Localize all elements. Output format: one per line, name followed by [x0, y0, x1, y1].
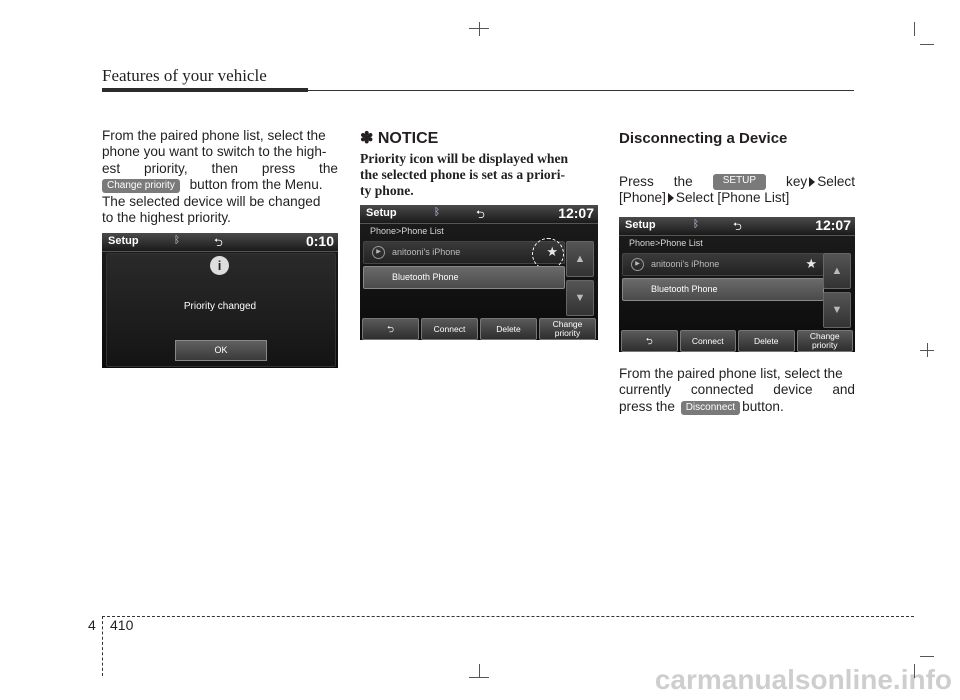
screen-phone-list-priority: [360, 205, 598, 340]
steps-select-list: Select [Phone List]: [675, 190, 790, 206]
arrow-right-icon: [668, 193, 674, 203]
intro-line-4: [102, 177, 338, 193]
chapter-number: 4: [88, 617, 96, 633]
screen-phone-list: [619, 217, 855, 352]
scroll-down-button[interactable]: ▼: [823, 292, 851, 328]
crop-mark-top-center-h: [469, 28, 489, 29]
p2-line-2: [619, 382, 855, 398]
steps-word: key: [786, 174, 808, 189]
crop-mark-top-right-v: [914, 22, 915, 36]
page-number: 410: [110, 617, 134, 633]
p2-word: connected: [690, 382, 754, 398]
bluetooth-icon: ᛒ: [174, 235, 180, 246]
steps-phone: [Phone]: [619, 190, 666, 206]
p2-press: press the: [619, 398, 675, 414]
crop-mark-bottom-right-h: [920, 656, 934, 657]
intro-line-4-text: button from the Menu.: [189, 177, 323, 193]
section-heading: Disconnecting a Device: [619, 130, 788, 147]
change-priority-chip: Change priority: [102, 179, 180, 193]
p2-line-3: [619, 399, 855, 415]
bottom-button-bar: [360, 318, 598, 340]
intro-word: press: [261, 160, 296, 176]
header-accent-bar: [102, 88, 308, 92]
steps-key: [786, 174, 855, 190]
crop-mark-right-mid-v: [927, 343, 928, 357]
info-icon: i: [210, 256, 229, 275]
left-intro-paragraph: [102, 128, 338, 226]
intro-line-6: to the highest priority.: [102, 210, 231, 226]
intro-word: then: [211, 160, 238, 176]
disconnect-paragraph: [619, 366, 855, 415]
footer-dotted-separator: [102, 616, 104, 676]
p2-button-word: button.: [742, 398, 784, 414]
screen-title: Setup: [366, 207, 397, 219]
list-item-label: Bluetooth Phone: [651, 284, 718, 294]
change-priority-button[interactable]: [797, 330, 854, 352]
screen-title: Setup: [625, 219, 656, 231]
screen-priority-changed: [102, 233, 338, 368]
disconnect-chip: Disconnect: [681, 401, 740, 415]
p2-line-1: From the paired phone list, select the: [619, 366, 843, 381]
notice-line-2: the selected phone is set as a priori-: [360, 167, 566, 182]
crop-mark-bottom-center-h: [469, 677, 489, 678]
running-header-title: Features of your vehicle: [102, 66, 267, 85]
list-item-label: anitooni's iPhone: [651, 259, 720, 269]
steps-word: Press: [619, 174, 654, 189]
usb-icon: ⮌: [733, 221, 742, 233]
list-item[interactable]: [622, 253, 824, 276]
bottom-button-bar: [619, 330, 855, 352]
steps-word: the: [673, 174, 693, 189]
screen-time: 12:07: [558, 205, 594, 221]
notice-heading: ✽ NOTICE: [360, 130, 439, 147]
priority-star-icon: ★: [805, 256, 817, 271]
scroll-down-button[interactable]: ▼: [566, 280, 594, 316]
notice-paragraph: [360, 151, 598, 199]
scroll-up-button[interactable]: ▲: [823, 253, 851, 289]
intro-line-3: [102, 161, 338, 177]
bluetooth-icon: ᛒ: [434, 207, 440, 218]
steps-line-2: [619, 190, 855, 206]
ok-button[interactable]: OK: [175, 340, 267, 361]
connect-button[interactable]: Connect: [680, 330, 737, 352]
crop-mark-bottom-center-v: [479, 664, 480, 678]
arrow-right-icon: [809, 177, 815, 187]
usb-icon: ⮌: [214, 237, 223, 249]
list-item[interactable]: [622, 278, 824, 301]
priority-star-icon: ★: [546, 244, 558, 259]
crop-mark-top-center-v: [479, 22, 480, 36]
disconnect-steps: [619, 174, 855, 207]
steps-line-1: [619, 174, 855, 190]
crop-mark-top-right-h: [920, 44, 934, 45]
intro-word: the: [319, 160, 338, 176]
play-icon: ▶: [631, 258, 644, 271]
delete-button[interactable]: Delete: [738, 330, 795, 352]
notice-line-1: Priority icon will be displayed when: [360, 151, 569, 166]
notice-line-3: ty phone.: [360, 183, 414, 198]
scroll-up-button[interactable]: ▲: [566, 241, 594, 277]
setup-key-chip: SETUP: [713, 174, 766, 190]
breadcrumb: Phone>Phone List: [370, 226, 444, 236]
change-priority-label: Change priority: [809, 331, 840, 350]
screen-top-bar: [619, 217, 855, 236]
screen-time: 12:07: [815, 217, 851, 233]
dialog-message: Priority changed: [183, 301, 257, 312]
list-item-label: anitooni's iPhone: [392, 247, 461, 257]
intro-word: priority,: [144, 160, 188, 176]
intro-word: est: [102, 160, 121, 176]
intro-line-1: From the paired phone list, select the: [102, 128, 326, 143]
screen-title: Setup: [108, 235, 139, 247]
back-button[interactable]: ⮌: [621, 330, 678, 352]
watermark-text: carmanualsonline.info: [654, 664, 952, 695]
delete-button[interactable]: Delete: [480, 318, 537, 340]
play-icon: ▶: [372, 246, 385, 259]
list-item-label: Bluetooth Phone: [392, 272, 459, 282]
footer-dotted-rule: [102, 616, 914, 617]
p2-word: device: [773, 382, 813, 398]
screen-top-bar: [360, 205, 598, 224]
list-item[interactable]: [363, 266, 565, 289]
screen-top-bar: [102, 233, 338, 252]
intro-line-2: phone you want to switch to the high-: [102, 144, 327, 160]
p2-word: currently: [619, 382, 672, 398]
change-priority-button[interactable]: [539, 318, 596, 340]
breadcrumb: Phone>Phone List: [629, 238, 703, 248]
bluetooth-icon: ᛒ: [693, 219, 699, 230]
intro-line-5: The selected device will be changed: [102, 193, 321, 209]
steps-word: Select: [817, 174, 855, 189]
change-priority-label: Change priority: [552, 319, 583, 338]
p2-word: and: [832, 382, 855, 398]
back-button[interactable]: ⮌: [362, 318, 419, 340]
connect-button[interactable]: Connect: [421, 318, 478, 340]
screen-time: 0:10: [305, 233, 334, 249]
usb-icon: ⮌: [476, 209, 485, 221]
